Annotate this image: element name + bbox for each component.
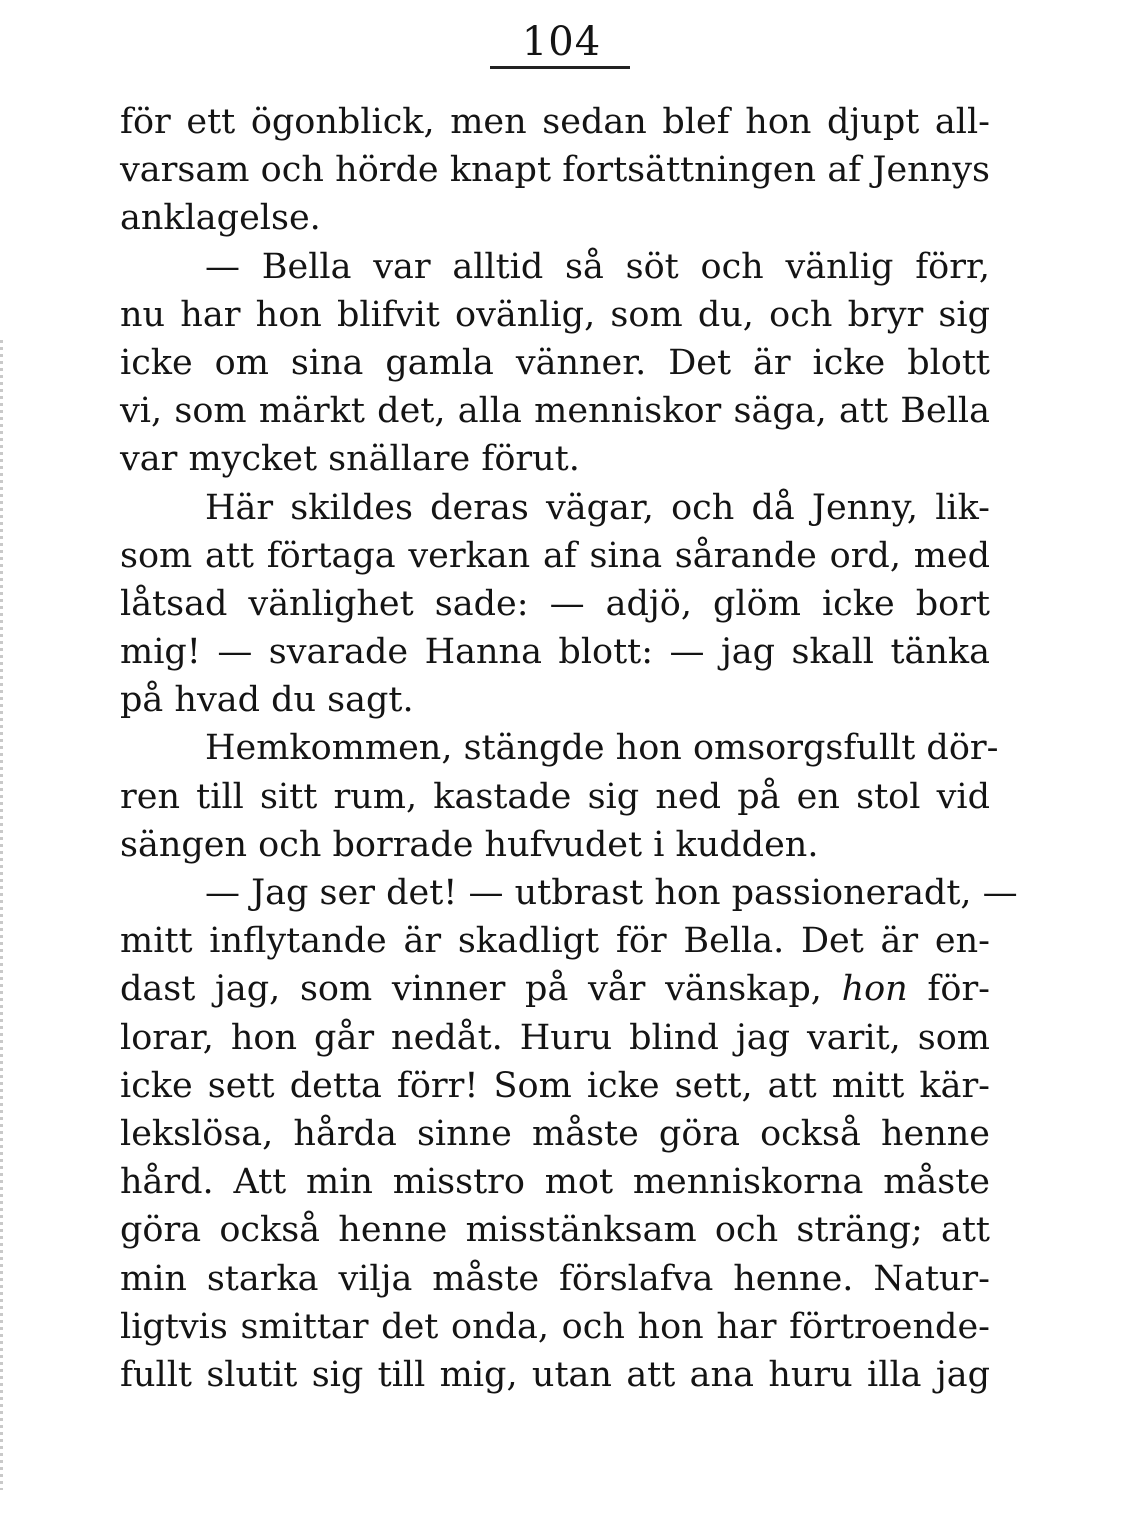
text-line: Hemkommen, stängde hon omsorgsfullt dör- [205,728,999,769]
text-line: varsam och hörde knapt fortsättningen af Jennys [120,150,990,191]
text-line: nu har hon blifvit ovänlig, som du, och bryr sig [120,294,990,335]
text-line: min starka vilja måste förslafva henne. Natur- [120,1258,990,1299]
text-line: göra också henne misstänksam och sträng; att [120,1210,990,1251]
text-line: — Bella var alltid så söt och vänlig förr, [205,246,990,287]
text-line: vi, som märkt det, alla menniskor säga, att Bella [120,391,990,432]
text-line: sängen och borrade hufvudet i kudden. [120,824,819,865]
text-line-part: för- [907,969,991,1010]
page-number-rule [490,66,630,69]
body-text [120,98,1018,1399]
text-line: lekslösa, hårda sinne måste göra också henne [120,1113,990,1154]
text-line: mig! — svarade Hanna blott: — jag skall tänka [120,632,990,673]
text-line: anklagelse. [120,198,321,239]
page-edge-shadow [0,340,3,1490]
page-number: 104 [521,19,602,65]
text-line-part: dast jag, som vinner på vår vänskap, [120,969,842,1010]
text-line: låtsad vänlighet sade: — adjö, glöm icke bort [120,583,990,624]
text-line: hård. Att min misstro mot menniskorna måste [120,1162,990,1203]
text-line: lorar, hon går nedåt. Huru blind jag varit, som [120,1017,990,1058]
text-line: icke sett detta förr! Som icke sett, att mitt kär- [120,1065,990,1106]
italic-word: hon [841,969,908,1010]
text-line: för ett ögonblick, men sedan blef hon djupt all- [120,102,990,142]
text-line: som att förtaga verkan af sina sårande ord, med [120,535,990,576]
text-line [120,965,990,1013]
text-line: ren till sitt rum, kastade sig ned på en stol vid [120,776,990,817]
text-line: mitt inflytande är skadligt för Bella. Det är en- [120,921,990,962]
text-line: fullt slutit sig till mig, utan att ana huru illa jag [120,1354,990,1395]
text-line: ligtvis smittar det onda, och hon har förtroende- [120,1306,990,1347]
text-line: icke om sina gamla vänner. Det är icke blott [120,342,990,383]
text-line: — Jag ser det! — utbrast hon passioneradt, — [205,873,1018,913]
text-line: var mycket snällare förut. [120,439,580,480]
text-line: Här skildes deras vägar, och då Jenny, lik- [205,487,990,528]
text-line: på hvad du sagt. [120,680,414,721]
